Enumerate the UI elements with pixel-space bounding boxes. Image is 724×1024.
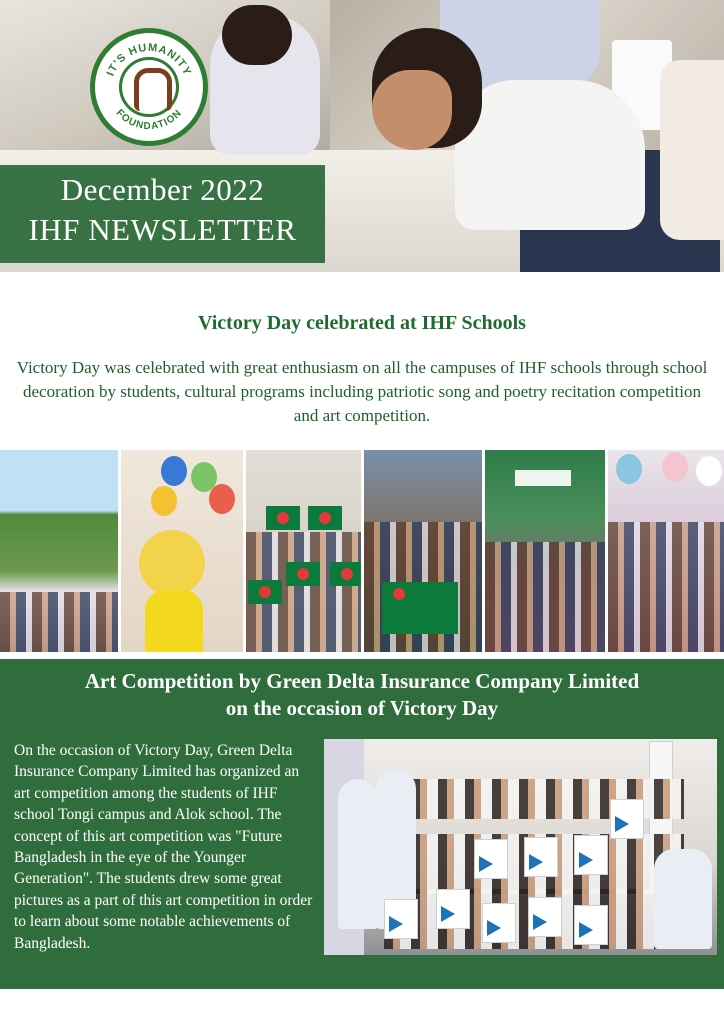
certificate-bag-icon [524,837,558,877]
section2-heading [0,668,724,722]
certificate-bag-icon [384,899,418,939]
certificate-bag-icon [482,903,516,943]
bangladesh-flag-icon [248,580,282,604]
svg-text:IT'S HUMANITY: IT'S HUMANITY [104,41,194,78]
section2-body: On the occasion of Victory Day, Green Delta Insurance Company Limited has organized an art competition among the students of IHF school Tongi campus and Alok school. The concept of this art competition was "Future Bangladesh in the eye of the Younger Generation". The students drew some great pictures as a part of this art competition in order to learn about some notable achievements of Bangladesh. [14,742,313,952]
photo-outdoor-rally [0,450,118,652]
victory-day-photo-strip [0,450,724,652]
section1-body: Victory Day was celebrated with great enthusiasm on all the campuses of IHF schools through school decoration by students, cultural programs including patriotic song and poetry recitation competition and art competition. [16,358,708,425]
certificate-bag-icon [610,799,644,839]
foundation-logo [90,28,208,146]
photo-crowd [485,542,605,652]
certificate-bag-icon [574,905,608,945]
balloon-icon [209,484,235,514]
photo-crowd [0,592,118,652]
section1-heading: Victory Day celebrated at IHF Schools [198,312,526,334]
bangladesh-flag-icon [308,506,342,530]
section2-heading-line2: on the occasion of Victory Day [225,696,499,720]
bangladesh-flag-icon [266,506,300,530]
balloon-icon [151,486,177,516]
photo-art-competition-group [324,739,717,955]
flower-frame [139,530,205,596]
photo-school-building-group [485,450,605,652]
hero-photo-girl-shirt [455,80,645,230]
certificate-bag-icon [574,835,608,875]
hero-photo-girl-face [372,70,452,150]
newsletter-date: December 2022 [60,172,265,207]
hero-photo-child-head [222,5,292,65]
girl-yellow-dress [145,590,203,652]
balloon-icon [161,456,187,486]
photo-adult [338,779,378,929]
svg-text:FOUNDATION: FOUNDATION [113,107,185,133]
section2-heading-line1: Art Competition by Green Delta Insurance Company Limited [84,669,640,693]
bangladesh-flag-icon [286,562,320,586]
certificate-bag-icon [528,897,562,937]
bangladesh-flag-icon [330,562,361,586]
newsletter-title: IHF NEWSLETTER [28,212,297,247]
logo-emblem-icon [119,57,179,117]
hero-banner [0,0,724,272]
certificate-bag-icon [474,839,508,879]
balloon-icon [696,456,722,486]
photo-adult [654,849,712,949]
photo-girl-with-balloons [121,450,243,652]
school-sign [515,470,571,486]
balloon-icon [616,454,642,484]
photo-decorated-classroom [608,450,724,652]
photo-crowd [608,522,724,652]
certificate-bag-icon [436,889,470,929]
photo-classroom-group [364,450,482,652]
balloon-icon [662,452,688,482]
hero-photo-foreground [660,60,724,240]
bangladesh-flag-icon [382,582,458,634]
photo-children-with-flags [246,450,361,652]
